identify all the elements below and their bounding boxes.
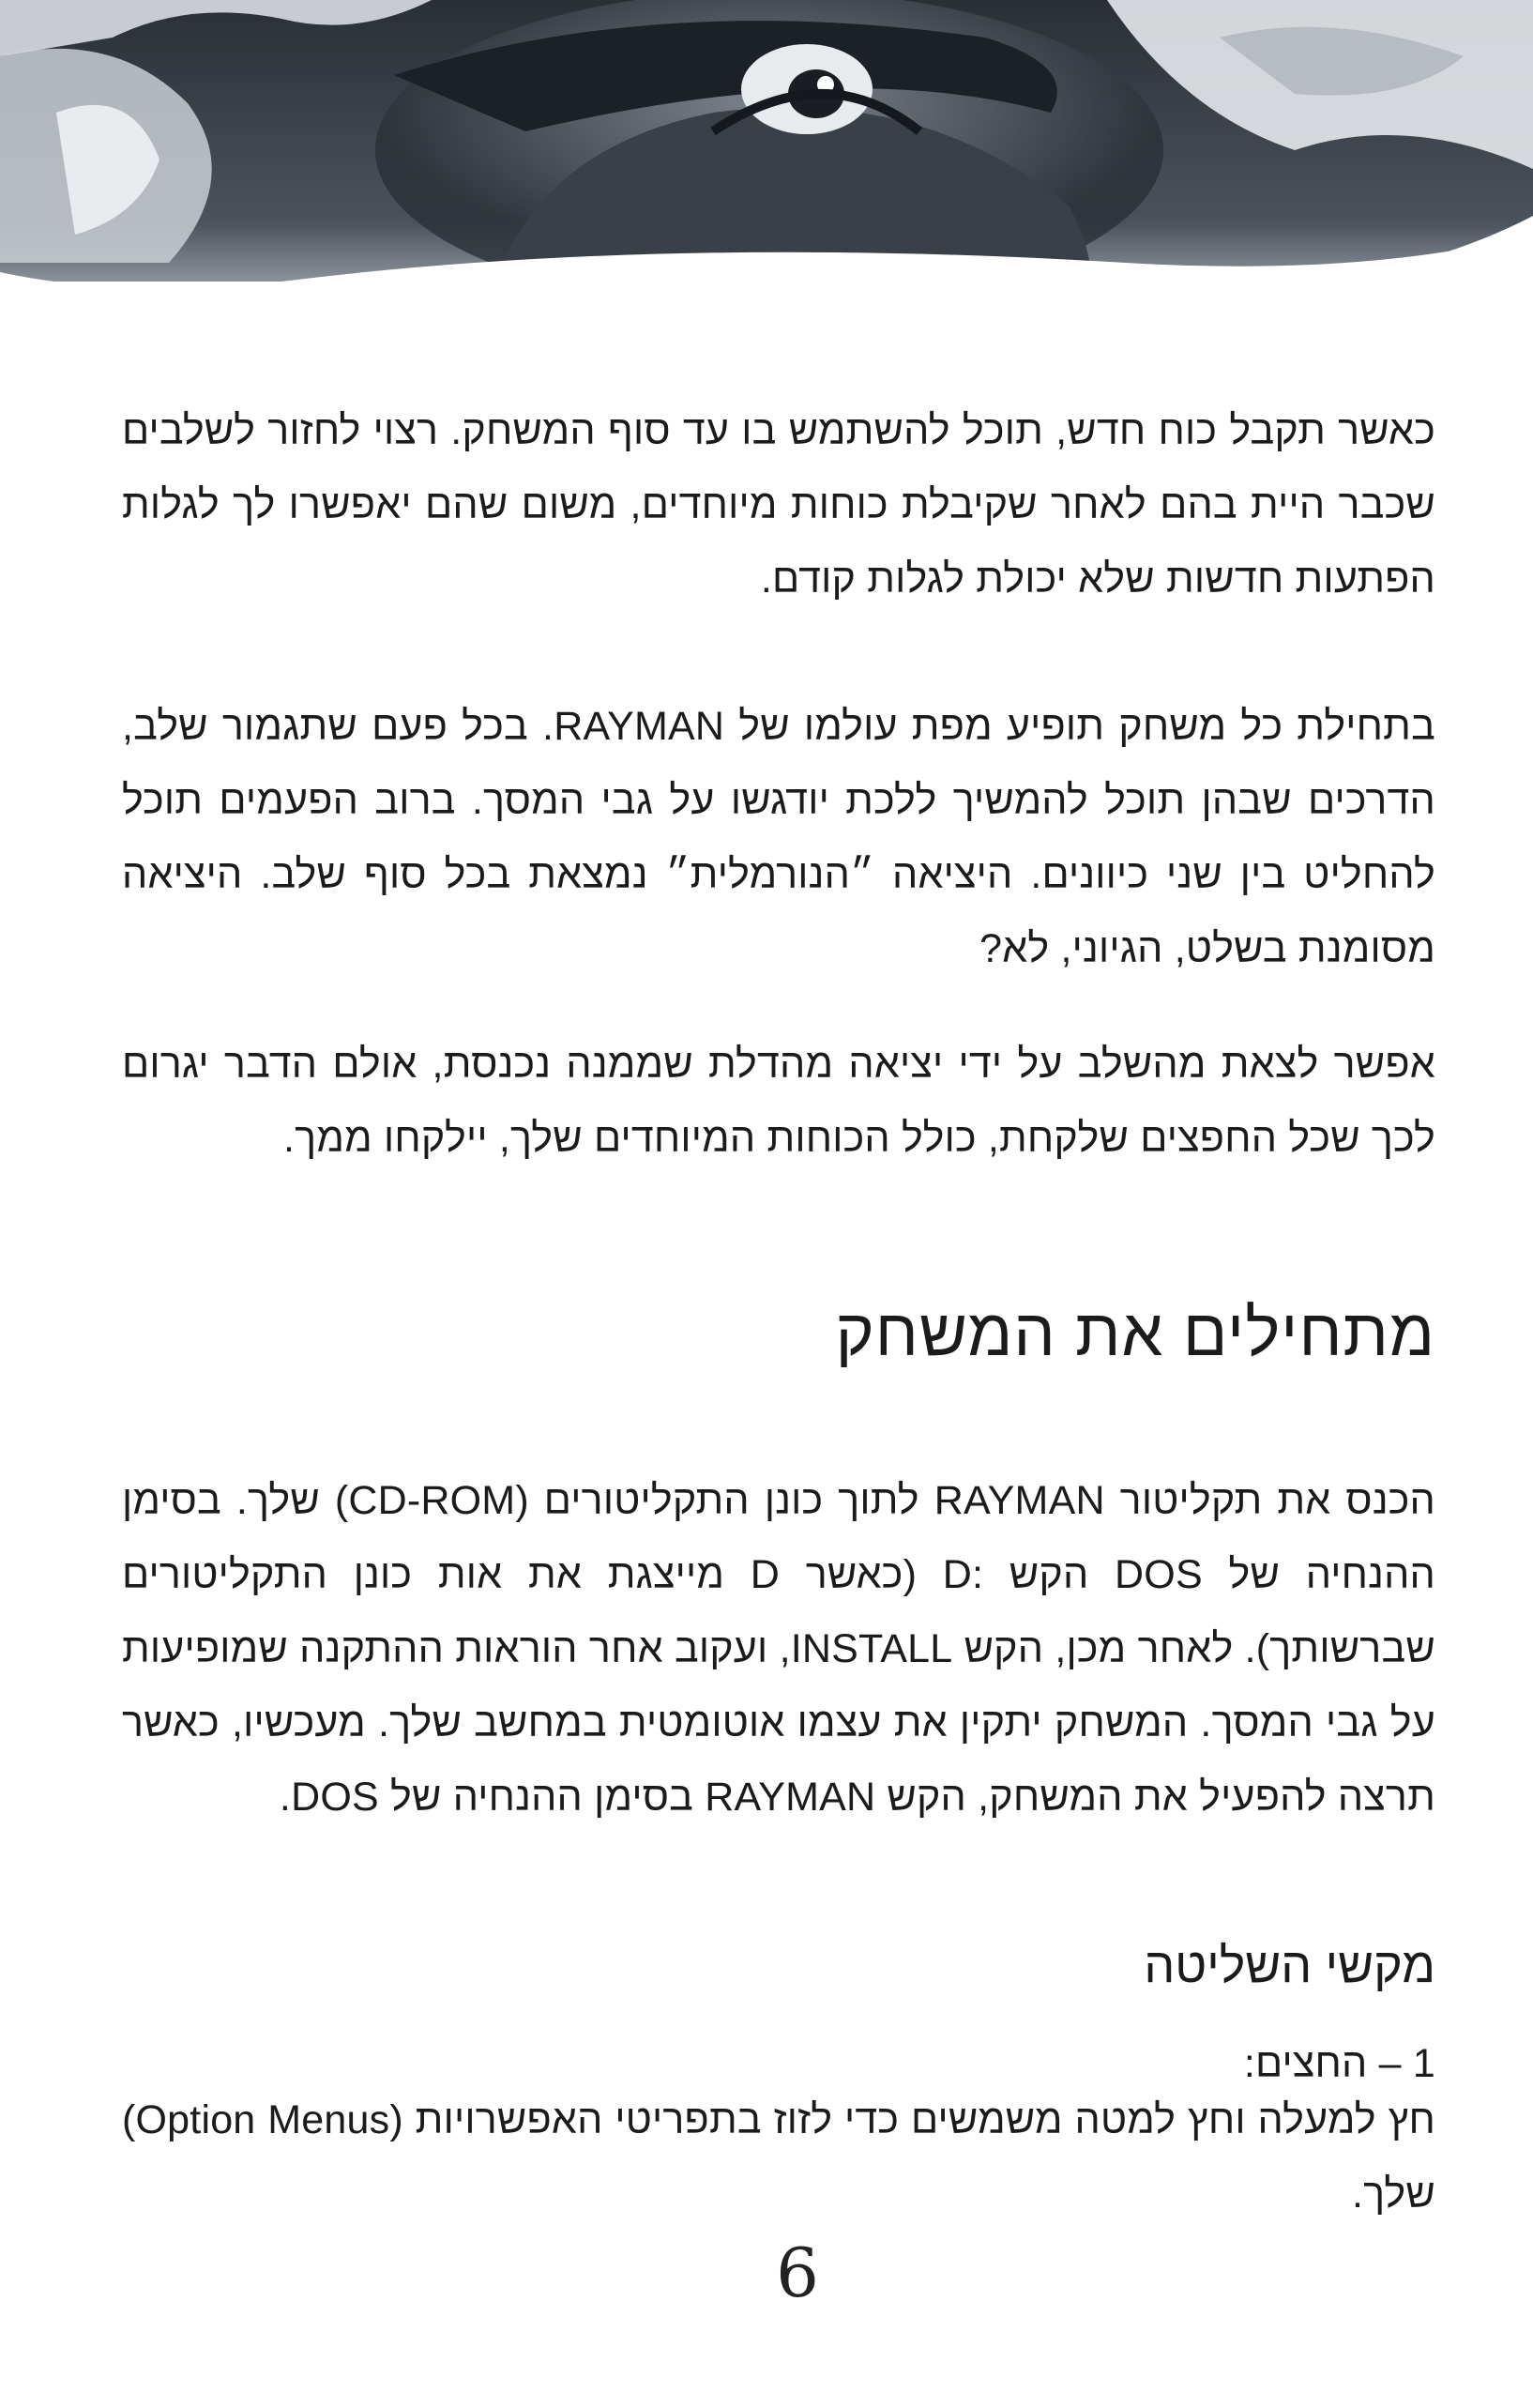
rayman-character-art [0, 0, 1533, 310]
paragraph-world-map: בתחילת כל משחק תופיע מפת עולמו של RAYMAN. בכל פעם שתגמור שלב, הדרכים שבהן תוכל להמשיך ללכת יודגשו על גבי המסך. ברוב הפעמים תוכל להחליט בין שני כיוונים. היציאה ״הנורמלית״ נמצאת בכל סוף שלב. היציאה מסומנת בשלט, הגיוני, לא? [122, 704, 1436, 971]
paragraph-new-power: כאשר תקבל כוח חדש, תוכל להשתמש בו עד סוף המשחק. רצוי לחזור לשלבים שכבר היית בהם לאחר שקיבלת כוחות מיוחדים, משום שהם יאפשרו לך לגלות הפתעות חדשות שלא יכולת לגלות קודם. [122, 408, 1435, 602]
paragraph-exit-door: אפשר לצאת מהשלב על ידי יציאה מהדלת שממנה נכנסת, אולם הדבר יגרום לכך שכל החפצים שלקחת, כולל הכוחות המיוחדים שלך, יילקחו ממך. [122, 1042, 1435, 1161]
arrows-heading: 1 – החצים: [1243, 2041, 1435, 2086]
paragraph-arrow-keys: חץ למעלה וחץ למטה משמשים כדי לזוז בתפריטי האפשרויות (Option Menus) שלך. [122, 2097, 1435, 2217]
page-number: 6 [776, 2233, 819, 2312]
controls-title: מקשי השליטה [1144, 1939, 1435, 1993]
rayman-banner-illustration [0, 0, 1533, 310]
section-title-starting-game: מתחילים את המשחק [835, 1296, 1435, 1369]
paragraph-installation: הכנס את תקליטור RAYMAN לתוך כונן התקליטורים (CD-ROM) שלך. בסימן ההנחיה של DOS הקש :D (כאשר D מייצגת את אות כונן התקליטורים שברשותך). לאחר מכן, הקש INSTALL, ועקוב אחר הוראות ההתקנה שמופיעות על גבי המסך. המשחק יתקין את עצמו אוטומטית במחשב שלך. מעכשיו, כאשר תרצה להפעיל את המשחק, הקש RAYMAN בסימן ההנחיה של DOS. [122, 1478, 1435, 1820]
